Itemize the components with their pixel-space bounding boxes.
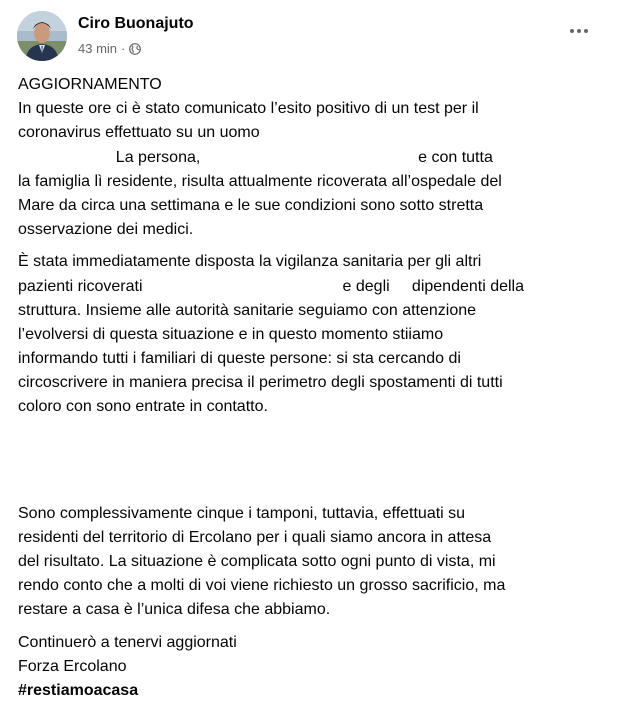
avatar-image [17, 11, 67, 61]
text-line: AGGIORNAMENTO [18, 76, 162, 93]
text-line: struttura. Insieme alle autorità sanitarie seguiamo con attenzione [18, 301, 477, 319]
text-line: Sono complessivamente cinque i tamponi, tuttavia, effettuati su [18, 504, 466, 522]
text-line: coloro con sono entrate in contatto. [18, 398, 268, 416]
text-line: l’evolversi di questa situazione e in questo momento stiiamo [18, 325, 444, 343]
more-options-icon [570, 29, 588, 33]
paragraph-4 [18, 631, 608, 704]
text-line: informando tutti i familiari di queste persone: si sta cercando di [18, 350, 461, 368]
text-line: È stata immediatamente disposta la vigilanza sanitaria per gli altri [18, 253, 482, 271]
more-options-button[interactable] [565, 19, 593, 43]
text-line: Forza Ercolano [18, 657, 127, 675]
text-line: residenti del territorio di Ercolano per i quali siamo ancora in attesa [18, 528, 492, 546]
globe-icon[interactable] [129, 43, 141, 55]
text-line: pazienti ricoverati e degli dipendenti della [18, 277, 525, 295]
post-header [17, 11, 617, 61]
text-line: circoscrivere in maniera precisa il perimetro degli spostamenti di tutti [18, 374, 503, 392]
paragraph-3 [18, 502, 608, 623]
paragraph-1 [18, 73, 608, 242]
author-name[interactable]: Ciro Buonajuto [78, 15, 194, 32]
post-timestamp[interactable]: 43 min [78, 41, 118, 56]
text-line: coronavirus effettuato su un uomo [18, 124, 260, 142]
text-line: rendo conto che a molti di voi viene richiesto un grosso sacrificio, ma [18, 577, 506, 595]
post-meta [78, 41, 141, 56]
text-line: la famiglia lì residente, risulta attualmente ricoverata all’ospedale del [18, 172, 502, 190]
paragraph-2 [18, 250, 608, 419]
text-line: restare a casa è l’unica difesa che abbiamo. [18, 601, 331, 619]
text-line: osservazione dei medici. [18, 221, 194, 239]
text-line: del risultato. La situazione è complicata sotto ogni punto di vista, mi [18, 553, 496, 570]
text-line: Continuerò a tenervi aggiornati [18, 633, 237, 651]
text-line: La persona, e con tutta [18, 148, 493, 166]
meta-separator: · [121, 41, 126, 56]
post-body [18, 73, 608, 703]
avatar[interactable] [17, 11, 67, 61]
hashtag-link[interactable]: #restiamoacasa [18, 681, 139, 699]
text-line: Mare da circa una settimana e le sue condizioni sono sotto stretta [18, 196, 484, 214]
text-line: In queste ore ci è stato comunicato l’esito positivo di un test per il [18, 100, 479, 118]
